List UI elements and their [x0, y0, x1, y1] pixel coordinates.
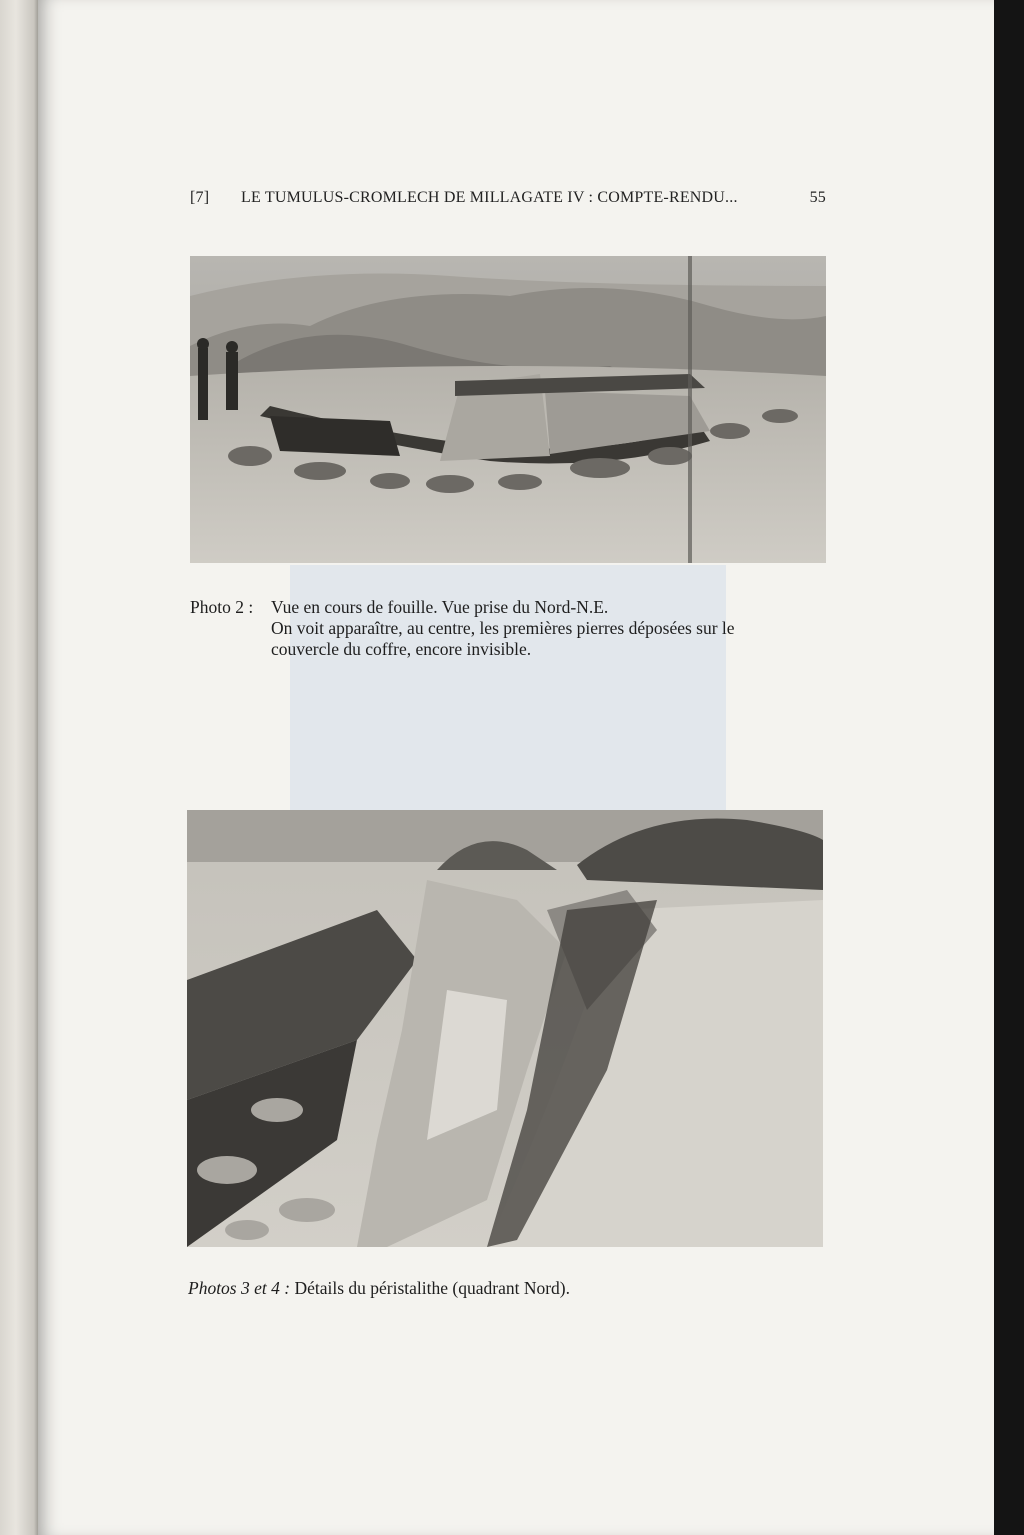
photo-2-label: Photo 2 : — [190, 597, 254, 617]
photo-2-caption — [271, 597, 827, 660]
section-folio: [7] — [190, 189, 210, 206]
photos-3-4-text: Détails du péristalithe (quadrant Nord). — [294, 1278, 570, 1298]
photo-2-caption-line: couvercle du coffre, encore invisible. — [271, 639, 532, 659]
photo-2-caption-line: On voit apparaître, au centre, les premières pierres déposées sur le — [271, 618, 735, 638]
photo-excavation-view — [190, 256, 826, 563]
photo-excavation-image — [190, 256, 826, 563]
photos-3-4-caption — [188, 1278, 570, 1299]
binding-edge — [0, 0, 40, 1535]
photo-2-caption-line: Vue en cours de fouille. Vue prise du Nord-N.E. — [271, 597, 609, 617]
running-title: LE TUMULUS-CROMLECH DE MILLAGATE IV : COMPTE-RENDU... — [241, 189, 738, 206]
photo-peristalith-detail — [187, 810, 823, 1247]
page-number: 55 — [809, 189, 826, 206]
photo-peristalith-image — [187, 810, 823, 1247]
scan-border — [994, 0, 1024, 1535]
photos-3-4-label: Photos 3 et 4 : — [188, 1278, 291, 1298]
